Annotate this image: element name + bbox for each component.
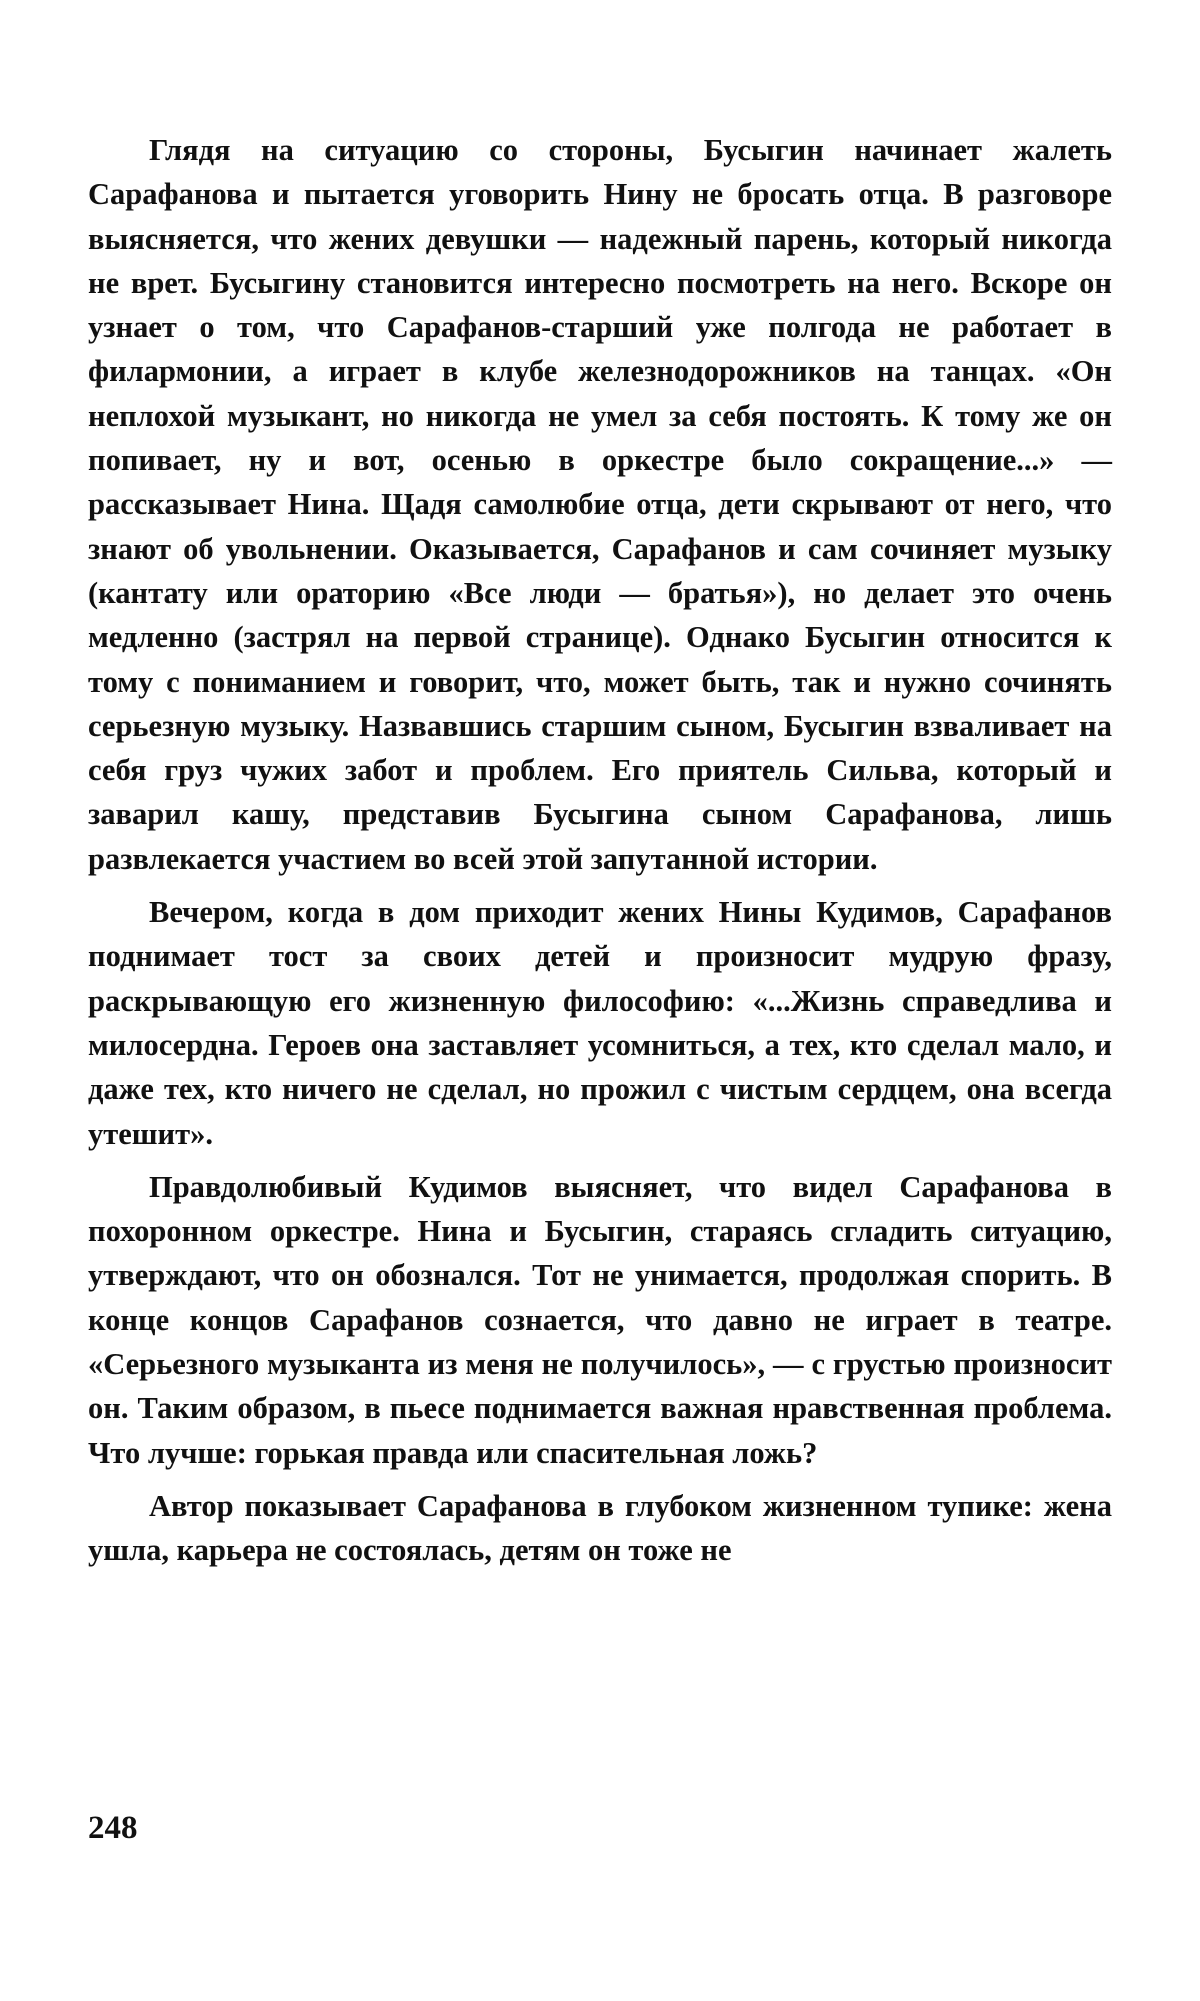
paragraph-1: Глядя на ситуацию со стороны, Бусыгин начинает жалеть Сарафанова и пытается уговорить Нину не бросать отца. В разговоре выясняется, что жених девушки — надежный парень, который никогда не врет. Бусыгину становится интересно посмотреть на него. Вскоре он узнает о том, что Сарафанов-старший уже полгода не работает в филармонии, а играет в клубе железнодорожников на танцах. «Он неплохой музыкант, но никогда не умел за себя постоять. К тому же он попивает, ну и вот, осенью в оркестре было сокращение...» — рассказывает Нина. Щадя самолюбие отца, дети скрывают от него, что знают об увольнении. Оказывается, Сарафанов и сам сочиняет музыку (кантату или ораторию «Все люди — братья»), но делает это очень медленно (застрял на первой странице). Однако Бусыгин относится к тому с пониманием и говорит, что, может быть, так и нужно сочинять серьезную музыку. Назвавшись старшим сыном, Бусыгин взваливает на себя груз чужих забот и проблем. Его приятель Сильва, который и заварил кашу, представив Бусыгина сыном Сарафанова, лишь развлекается участием во всей этой запутанной истории. (88, 133, 1112, 876)
paragraph-2: Вечером, когда в дом приходит жених Нины Кудимов, Сарафанов поднимает тост за своих детей и произносит мудрую фразу, раскрывающую его жизненную философию: «...Жизнь справедлива и милосердна. Героев она заставляет усомниться, а тех, кто сделал мало, и даже тех, кто ничего не сделал, но прожил с чистым сердцем, она всегда утешит». (88, 895, 1112, 1151)
paragraph-4: Автор показывает Сарафанова в глубоком жизненном тупике: жена ушла, карьера не состоялась, детям он тоже не (88, 1488, 1112, 1568)
page-body-text (88, 128, 1112, 1582)
page-number: 248 (88, 1810, 138, 1846)
paragraph-3: Правдолюбивый Кудимов выясняет, что видел Сарафанова в похоронном оркестре. Нина и Бусыгин, стараясь сгладить ситуацию, утверждают, что он обознался. Тот не унимается, продолжая спорить. В конце концов Сарафанов сознается, что давно не играет в театре. «Серьезного музыканта из меня не получилось», — с грустью произносит он. Таким образом, в пьесе поднимается важная нравственная проблема. Что лучше: горькая правда или спасительная ложь? (88, 1169, 1112, 1470)
